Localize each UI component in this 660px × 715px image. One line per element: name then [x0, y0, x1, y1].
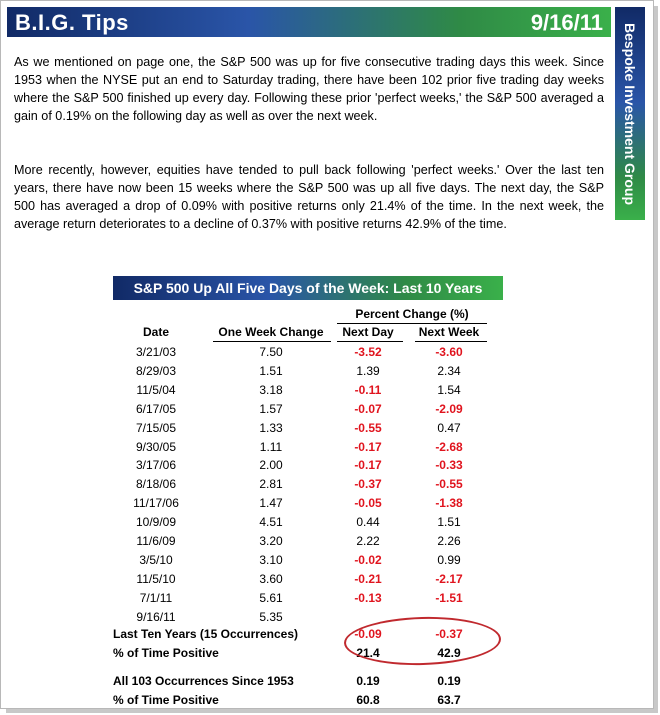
- cell-next-week: 2.26: [437, 534, 461, 548]
- cell-next-day: -0.02: [354, 553, 382, 567]
- summary-next-week: -0.37: [435, 627, 463, 641]
- cell-date: 11/5/04: [136, 383, 176, 397]
- summary-next-day: 60.8: [356, 693, 380, 707]
- cell-one-week-change: 1.11: [259, 440, 283, 454]
- cell-one-week-change: 1.51: [259, 364, 283, 378]
- cell-one-week-change: 2.81: [259, 477, 283, 491]
- cell-date: 8/29/03: [135, 364, 177, 378]
- cell-date: 7/15/05: [135, 421, 177, 435]
- table-title: S&P 500 Up All Five Days of the Week: Last 10 Years: [113, 276, 503, 300]
- cell-next-day: -0.17: [354, 458, 382, 472]
- cell-next-week: -0.55: [435, 477, 463, 491]
- cell-one-week-change: 1.47: [259, 496, 283, 510]
- cell-one-week-change: 5.35: [259, 610, 283, 624]
- cell-next-week: -0.33: [435, 458, 463, 472]
- cell-date: 11/17/06: [133, 496, 179, 510]
- cell-one-week-change: 4.51: [259, 515, 283, 529]
- summary-next-week: 42.9: [437, 646, 461, 660]
- cell-next-day: -0.07: [354, 402, 382, 416]
- cell-next-week: 0.47: [437, 421, 461, 435]
- paragraph-2: More recently, however, equities have tended to pull back following 'perfect weeks.' Over the last ten years, there have now been 15 weeks where the S&P 500 was up all five days. The next day, the S&P 500 has averaged a drop of 0.09% with positive returns only 21.4% of the time. In the next week, the average return deteriorates to a decline of 0.37% with positive returns 42.9% of the time.: [14, 163, 604, 231]
- cell-date: 11/5/10: [136, 572, 176, 586]
- col-header-one-week-change: One Week Change: [218, 325, 324, 339]
- cell-one-week-change: 3.18: [259, 383, 283, 397]
- summary-label: Last Ten Years (15 Occurrences): [113, 627, 298, 641]
- cell-next-week: -2.17: [435, 572, 463, 586]
- cell-next-day: -0.05: [354, 496, 382, 510]
- summary-next-day: -0.09: [354, 627, 382, 641]
- cell-date: 8/18/06: [135, 477, 177, 491]
- paragraph-1: As we mentioned on page one, the S&P 500 was up for five consecutive trading days this week. Since 1953 when the NYSE put an end to Saturday trading, there have been 102 prior five trading day weeks where the S&P 500 finished up every day. Following these prior 'perfect weeks,' the S&P 500 averaged a gain of 0.19% on the following day as well as over the next week.: [14, 55, 604, 123]
- cell-next-week: 0.99: [437, 553, 461, 567]
- cell-next-day: 2.22: [356, 534, 380, 548]
- cell-one-week-change: 3.20: [259, 534, 283, 548]
- summary-next-week: 0.19: [437, 674, 461, 688]
- cell-one-week-change: 2.00: [259, 458, 283, 472]
- cell-date: 6/17/05: [135, 402, 177, 416]
- summary-label: % of Time Positive: [113, 693, 219, 707]
- cell-next-week: 1.51: [437, 515, 461, 529]
- cell-date: 9/16/11: [136, 610, 176, 624]
- cell-one-week-change: 3.60: [259, 572, 283, 586]
- table-group-header: Percent Change (%): [355, 307, 469, 321]
- side-brand-label: Bespoke Investment Group: [622, 22, 638, 205]
- cell-next-day: -0.13: [354, 591, 382, 605]
- cell-next-week: -2.68: [435, 440, 463, 454]
- cell-next-week: -1.38: [435, 496, 463, 510]
- cell-date: 3/17/06: [135, 458, 177, 472]
- page-date: 9/16/11: [530, 10, 603, 35]
- cell-next-day: -0.11: [354, 383, 382, 397]
- cell-one-week-change: 7.50: [259, 345, 283, 359]
- summary-next-week: 63.7: [437, 693, 461, 707]
- col-underline-next-day: [337, 341, 403, 342]
- cell-date: 9/30/05: [135, 440, 177, 454]
- cell-next-day: -0.21: [354, 572, 382, 586]
- cell-next-day: 1.39: [356, 364, 380, 378]
- side-brand-banner: [615, 7, 645, 220]
- col-underline-next-week: [415, 341, 487, 342]
- col-header-next-week: Next Week: [418, 325, 480, 339]
- col-header-next-day: Next Day: [342, 325, 394, 339]
- summary-next-day: 21.4: [356, 646, 380, 660]
- page-header-banner: [7, 7, 611, 37]
- cell-one-week-change: 1.33: [259, 421, 283, 435]
- cell-one-week-change: 1.57: [259, 402, 283, 416]
- col-header-date: Date: [142, 325, 169, 339]
- cell-next-day: -0.17: [354, 440, 382, 454]
- cell-next-day: -0.55: [354, 421, 382, 435]
- summary-label: % of Time Positive: [113, 646, 219, 660]
- cell-one-week-change: 5.61: [259, 591, 283, 605]
- cell-next-week: -3.60: [435, 345, 463, 359]
- cell-next-week: 1.54: [437, 383, 461, 397]
- cell-date: 7/1/11: [139, 591, 173, 605]
- cell-next-day: -3.52: [354, 345, 382, 359]
- col-underline-week: [213, 341, 331, 342]
- cell-next-week: -2.09: [435, 402, 463, 416]
- cell-next-day: 0.44: [356, 515, 380, 529]
- cell-date: 11/6/09: [136, 534, 176, 548]
- cell-next-day: -0.37: [354, 477, 382, 491]
- cell-one-week-change: 3.10: [259, 553, 283, 567]
- summary-next-day: 0.19: [356, 674, 380, 688]
- cell-date: 10/9/09: [135, 515, 177, 529]
- cell-date: 3/21/03: [135, 345, 177, 359]
- cell-next-week: 2.34: [437, 364, 461, 378]
- summary-label: All 103 Occurrences Since 1953: [113, 674, 294, 688]
- cell-next-week: -1.51: [435, 591, 463, 605]
- cell-date: 3/5/10: [139, 553, 173, 567]
- page-title: B.I.G. Tips: [15, 10, 129, 35]
